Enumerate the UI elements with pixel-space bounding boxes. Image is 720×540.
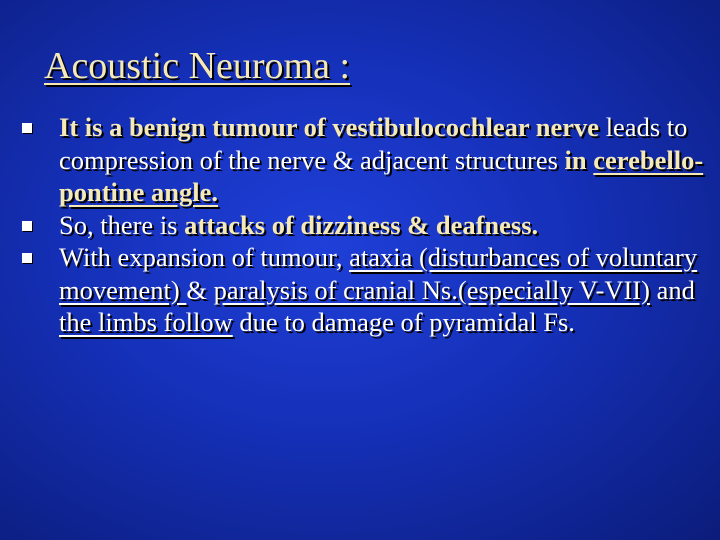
text-leads-to: leads to compression of the nerve & adjacent structures bbox=[59, 112, 688, 175]
text-limbs-follow: the limbs follow bbox=[59, 307, 233, 337]
text-ataxia: ataxia (disturbances of voluntary movement) bbox=[59, 242, 698, 305]
text-cerebello-pontine: cerebello-pontine angle. bbox=[59, 144, 704, 207]
text-with-expansion: With expansion of tumour, bbox=[59, 242, 350, 272]
square-bullet-icon bbox=[22, 253, 32, 263]
bullet-list bbox=[22, 111, 712, 339]
text-attacks: attacks of dizziness & deafness. bbox=[184, 209, 539, 240]
square-bullet-icon bbox=[22, 123, 32, 133]
slide-title: Acoustic Neuroma : bbox=[44, 45, 351, 87]
text-in: in bbox=[564, 144, 594, 175]
text-and: and bbox=[649, 274, 695, 305]
bullet-item-1 bbox=[22, 111, 712, 209]
text-ampersand: & bbox=[186, 274, 214, 305]
text-benign-tumour: It is a benign tumour of vestibulocochlear nerve bbox=[59, 112, 600, 142]
bullet-item-3 bbox=[22, 241, 712, 339]
text-paralysis: paralysis of cranial Ns.(especially V-VII) bbox=[213, 274, 650, 305]
text-due-to-damage: due to damage of pyramidal Fs. bbox=[232, 307, 575, 337]
text-so-there-is: So, there is bbox=[59, 209, 185, 240]
square-bullet-icon bbox=[22, 221, 32, 231]
bullet-item-2 bbox=[22, 209, 712, 242]
